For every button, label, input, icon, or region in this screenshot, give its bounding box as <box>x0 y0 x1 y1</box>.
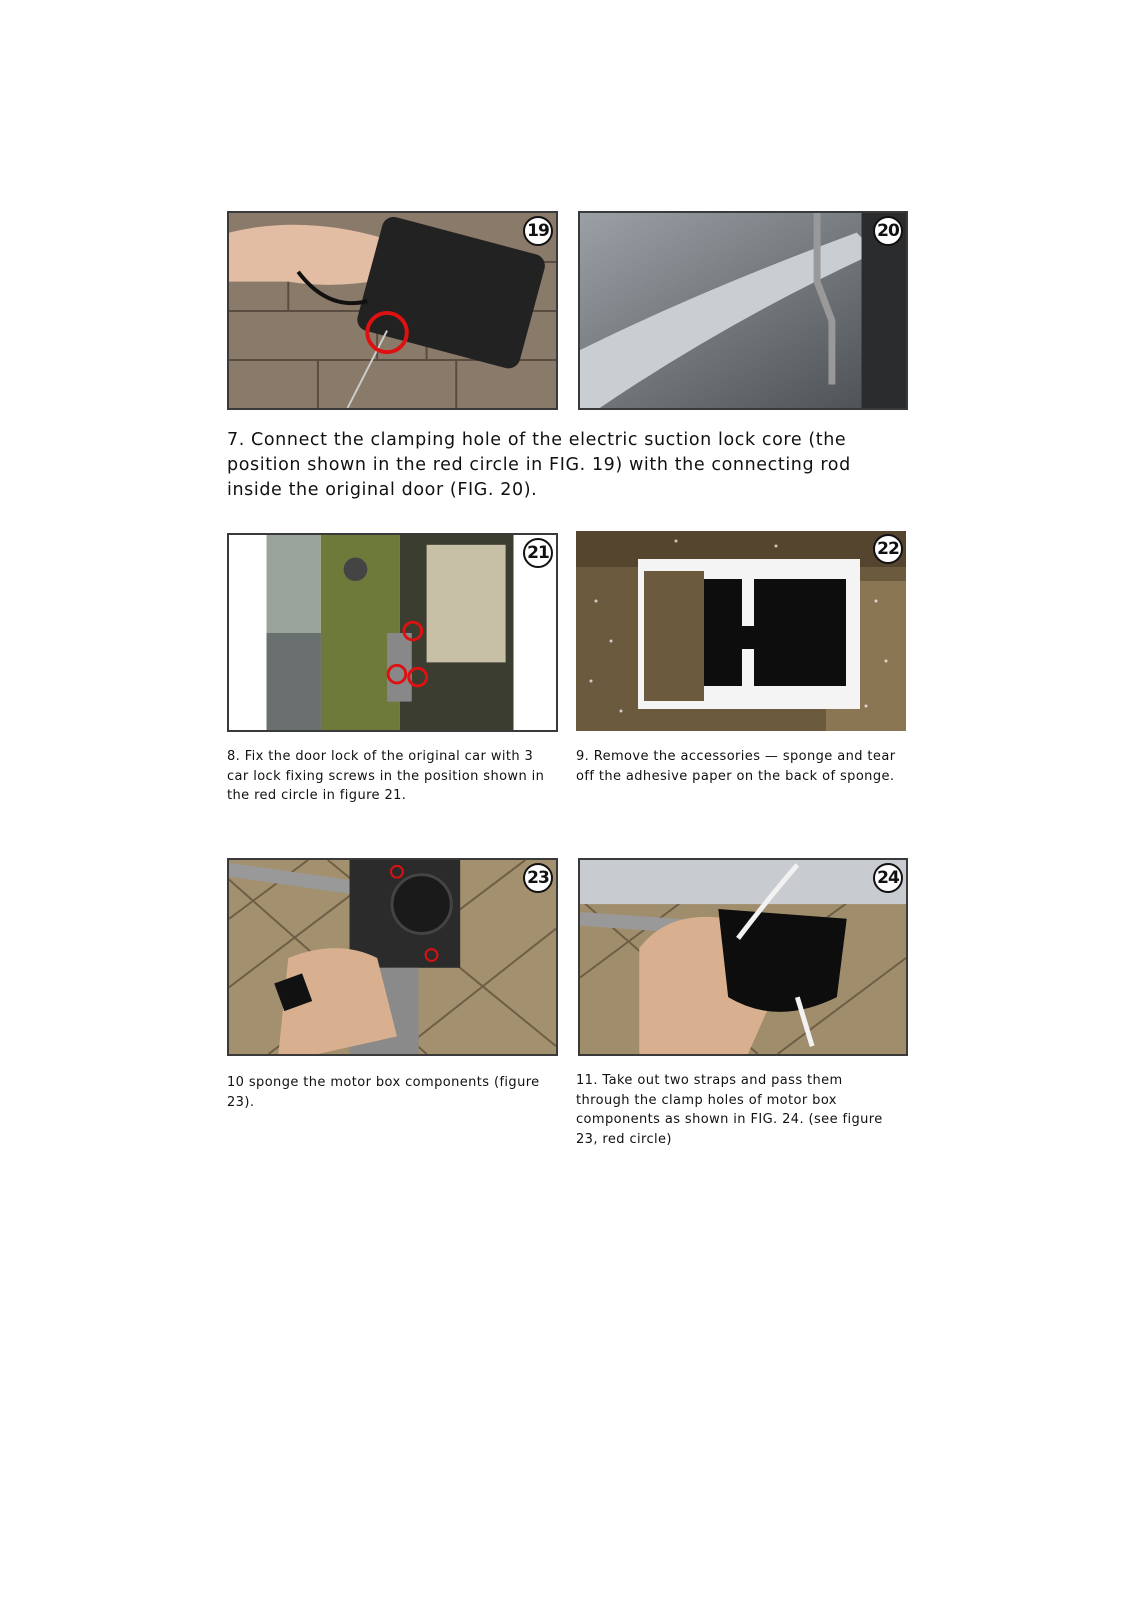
figure-number-badge: 21 <box>523 538 553 568</box>
step-10-caption: 10 sponge the motor box components (figure 23). <box>227 1075 540 1110</box>
photo-hand-holding-lock-core <box>229 213 556 408</box>
photo-door-connecting-rod <box>580 213 906 408</box>
figure-19-photo <box>227 211 558 410</box>
figure-number-badge: 22 <box>873 534 903 564</box>
figure-21-photo <box>227 533 558 732</box>
step-9-caption: 9. Remove the accessories — sponge and tear off the adhesive paper on the back of sponge. <box>576 749 896 784</box>
step-8-caption: 8. Fix the door lock of the original car with 3 car lock fixing screws in the position shown in the red circle in figure 21. <box>227 749 545 803</box>
figure-23-photo <box>227 858 558 1056</box>
figure-number-badge: 20 <box>873 216 903 246</box>
photo-sponge-accessory <box>576 531 906 731</box>
figure-number-badge: 19 <box>523 216 553 246</box>
figure-20-photo <box>578 211 908 410</box>
figure-number-badge: 24 <box>873 863 903 893</box>
step-11-caption: 11. Take out two straps and pass them through the clamp holes of motor box components as shown in FIG. 24. (see figure 23, red circle) <box>576 1073 883 1147</box>
figure-22-photo <box>576 531 906 731</box>
figure-24-photo <box>578 858 908 1056</box>
photo-door-lock-screws <box>229 535 556 730</box>
figure-number-badge: 23 <box>523 863 553 893</box>
photo-motor-box-with-sponge <box>229 860 556 1054</box>
step-7-caption: 7. Connect the clamping hole of the electric suction lock core (the position shown in the red circle in FIG. 19) with the connecting rod inside the original door (FIG. 20). <box>227 430 851 500</box>
photo-motor-box-with-straps <box>580 860 906 1054</box>
